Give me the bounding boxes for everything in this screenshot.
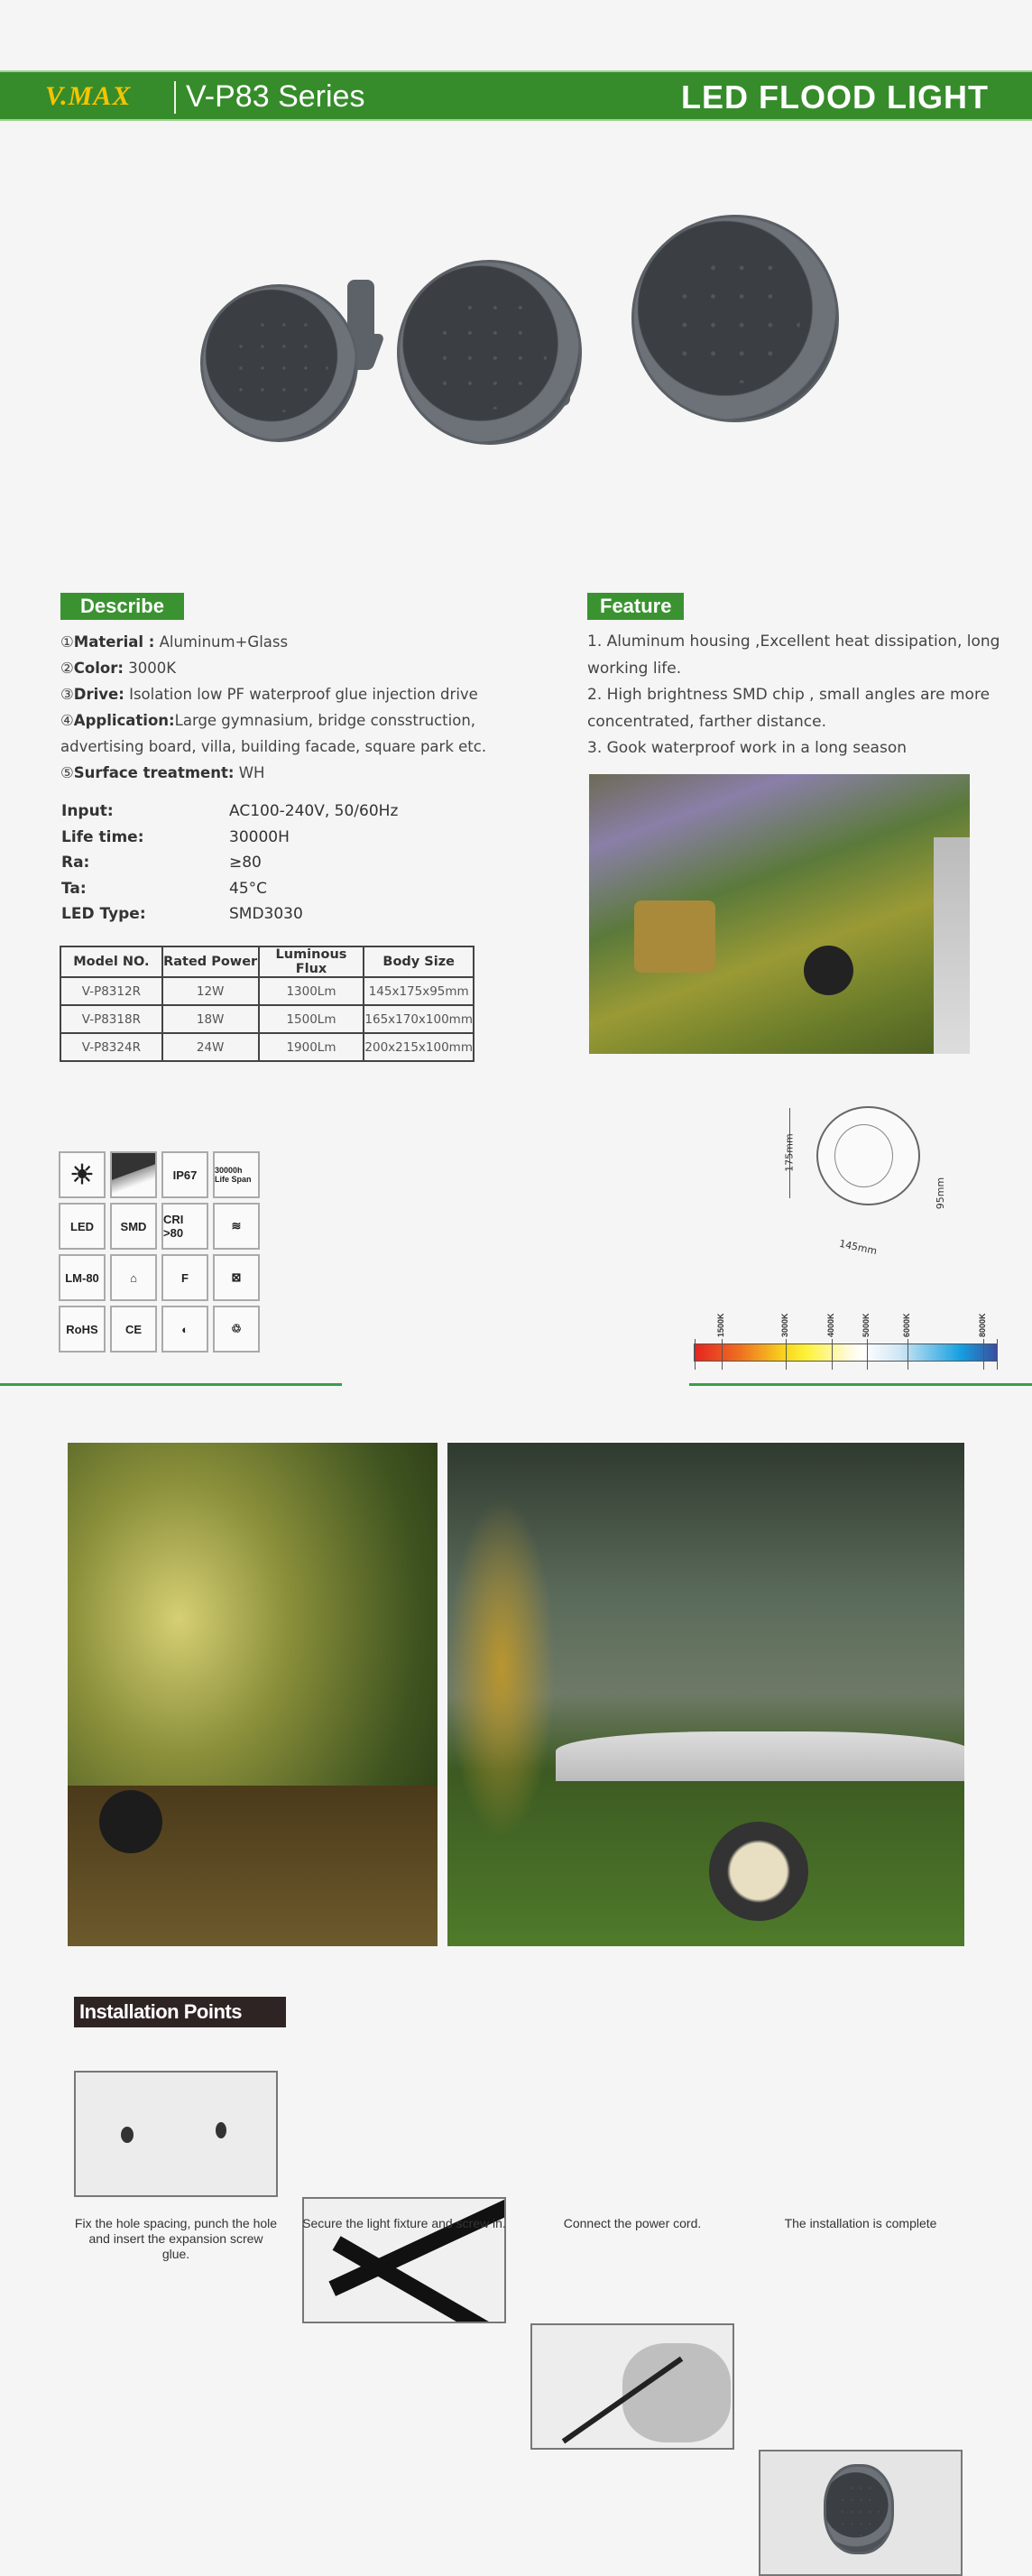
feature-heading: Feature: [587, 593, 684, 620]
heat-sink-icon: ≋: [213, 1203, 260, 1250]
beam-angle-icon: [110, 1151, 157, 1198]
dimension-drawing: [776, 1097, 947, 1260]
color-temp-tick: [722, 1339, 723, 1370]
spec-row: Life time: 30000H: [61, 827, 290, 846]
color-temp-label: 4000K: [826, 1313, 836, 1337]
installation-heading: Installation Points: [74, 1997, 286, 2027]
green-dot-icon: ◐: [161, 1306, 208, 1353]
describe-item: ①Material : Aluminum+Glass: [60, 633, 289, 651]
describe-item: ⑤Surface treatment: WH: [60, 764, 265, 781]
describe-heading: Describe: [60, 593, 184, 620]
color-temp-label: 8000K: [977, 1313, 987, 1337]
describe-list: [60, 629, 493, 786]
install-step-1-image: [74, 2071, 278, 2197]
spec-row: Ta: 45°C: [61, 879, 268, 898]
recycle-icon: ♲: [213, 1306, 260, 1353]
application-photo-lawn: [447, 1443, 964, 1946]
install-step-2-caption: Secure the light fixture and screw in.: [302, 2216, 506, 2230]
feature-item: 3. Gook waterproof work in a long season: [587, 739, 908, 757]
application-photo-bushes: [68, 1443, 438, 1946]
rohs-icon: RoHS: [59, 1306, 106, 1353]
garden-application-photo: [589, 774, 970, 1054]
height-dimension: 175mm: [783, 1133, 796, 1172]
color-temp-label: 5000K: [861, 1313, 871, 1337]
color-temp-tick: [997, 1339, 998, 1370]
f-mark-icon: F: [161, 1254, 208, 1301]
lifespan-icon: 30000h Life Span: [213, 1151, 260, 1198]
feature-item: 1. Aluminum housing ,Excellent heat dissipation, long working life.: [587, 632, 1000, 678]
feature-list: [587, 629, 1011, 762]
product-type-title: LED FLOOD LIGHT: [681, 78, 989, 115]
certification-icons: [59, 1151, 260, 1353]
ip67-icon: IP67: [161, 1151, 208, 1198]
table-row: V-P8318R 18W 1500Lm 165x170x100mm: [60, 1005, 474, 1033]
color-temperature-bar: [694, 1313, 998, 1362]
spec-row: LED Type: SMD3030: [61, 905, 303, 923]
indoor-icon: ⌂: [110, 1254, 157, 1301]
color-temp-tick: [786, 1339, 787, 1370]
install-step-3-caption: Connect the power cord.: [563, 2216, 702, 2230]
led-icon: LED: [59, 1203, 106, 1250]
ce-icon: CE: [110, 1306, 157, 1353]
spec-list: [61, 799, 398, 928]
lm80-icon: LM-80: [59, 1254, 106, 1301]
install-step-1-caption: Fix the hole spacing, punch the hole and insert the expansion screw glue.: [74, 2216, 278, 2261]
divider-line: [689, 1383, 1032, 1386]
header-divider: [174, 81, 176, 114]
color-temp-label: 1500K: [716, 1313, 726, 1337]
model-table: [60, 946, 475, 1062]
header-bar: [0, 70, 1032, 121]
install-step-4-caption: The installation is complete: [784, 2216, 937, 2230]
smd-icon: SMD: [110, 1203, 157, 1250]
color-temp-tick: [867, 1339, 868, 1370]
width-dimension: 145mm: [838, 1237, 879, 1258]
vmax-logo: V.MAX: [45, 81, 132, 111]
feature-item: 2. High brightness SMD chip , small angles are more concentrated, farther distance.: [587, 686, 991, 731]
divider-line: [0, 1383, 342, 1386]
table-header-row: Model NO. Rated Power Luminous Flux Body Size: [60, 946, 474, 977]
depth-dimension: 95mm: [935, 1177, 947, 1210]
color-temp-label: 3000K: [779, 1313, 789, 1337]
table-row: V-P8324R 24W 1900Lm 200x215x100mm: [60, 1033, 474, 1061]
install-step-3-image: [530, 2323, 734, 2450]
product-hero-image: [198, 199, 848, 514]
color-temp-tick: [695, 1339, 696, 1370]
spec-row: Ra: ≥80: [61, 854, 262, 872]
describe-item: ②Color: 3000K: [60, 660, 177, 677]
color-temp-tick: [983, 1339, 984, 1370]
series-title: V-P83 Series: [186, 79, 365, 114]
describe-item: ③Drive: Isolation low PF waterproof glue injection drive: [60, 686, 478, 703]
sun-icon: ☀: [59, 1151, 106, 1198]
describe-item: ④Application:Large gymnasium, bridge consstruction, advertising board, villa, building facade, square park etc.: [60, 712, 487, 755]
color-temp-tick: [832, 1339, 833, 1370]
table-row: V-P8312R 12W 1300Lm 145x175x95mm: [60, 977, 474, 1005]
spec-row: Input: AC100-240V, 50/60Hz: [61, 802, 399, 820]
install-step-4-image: [759, 2450, 963, 2576]
weee-icon: ⊠: [213, 1254, 260, 1301]
cri-icon: CRI >80: [161, 1203, 208, 1250]
color-temp-label: 6000K: [902, 1313, 912, 1337]
